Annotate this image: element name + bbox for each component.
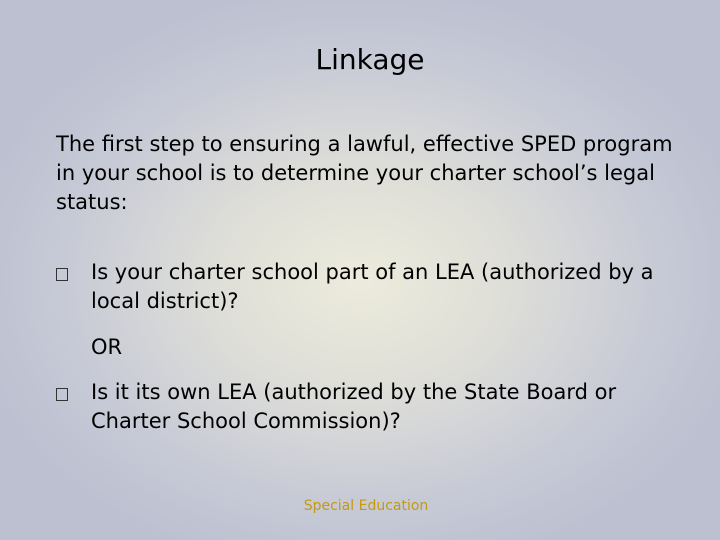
slide-footer: Special Education bbox=[303, 498, 429, 514]
bullet-text: Is your charter school part of an LEA (authorized by a local district)? bbox=[91, 260, 654, 313]
slide-title: Linkage bbox=[315, 43, 425, 76]
checkbox-bullet-icon bbox=[56, 388, 68, 401]
checkbox-bullet-icon bbox=[56, 268, 68, 281]
or-label: OR bbox=[91, 335, 123, 359]
bullet-text: Is it its own LEA (authorized by the State Board or Charter School Commission)? bbox=[91, 380, 617, 433]
intro-paragraph: The first step to ensuring a lawful, effective SPED program in your school is to determine your charter school’s legal status: bbox=[56, 132, 673, 214]
